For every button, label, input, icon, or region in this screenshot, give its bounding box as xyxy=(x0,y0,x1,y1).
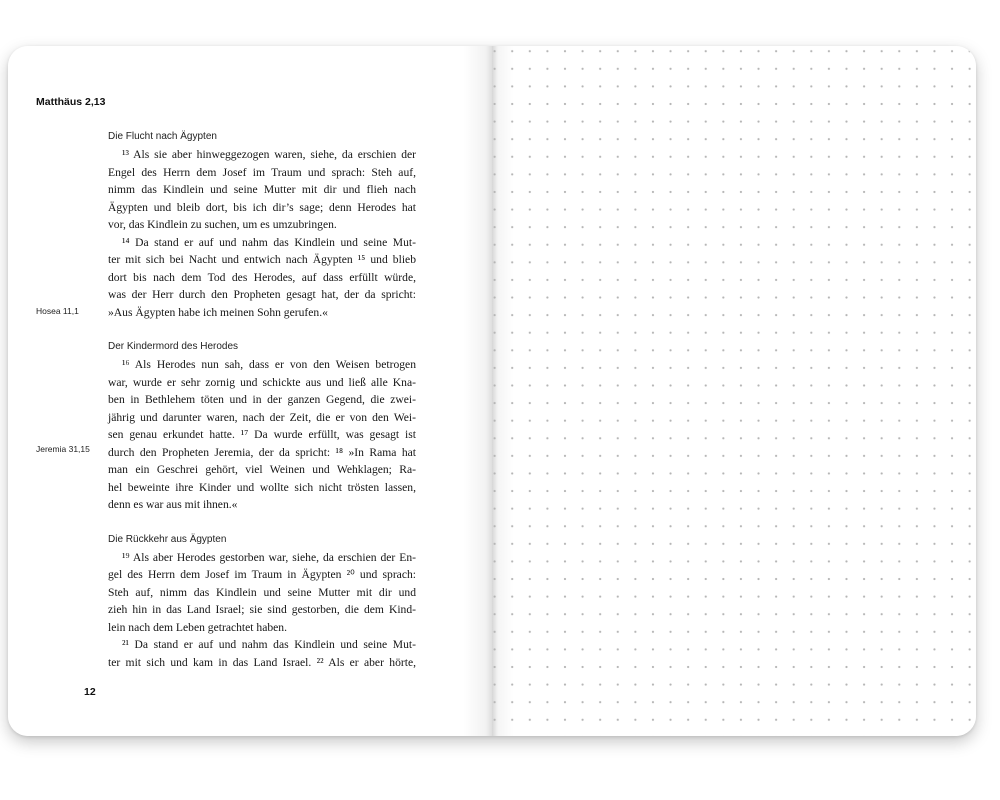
section-massacre-of-innocents xyxy=(108,339,416,514)
margin-note-hosea: Hosea 11,1 xyxy=(36,306,79,316)
section-heading: Der Kindermord des Herodes xyxy=(108,341,239,352)
section-heading: Die Flucht nach Ägypten xyxy=(108,131,217,142)
running-head: Matthäus 2,13 xyxy=(36,96,106,108)
text-line: dort bis nach dem Tod des Herodes, auf dass erfüllt würde, xyxy=(108,270,416,284)
text-line: ¹⁶ Als Herodes nun sah, dass er von den Weisen betrogen xyxy=(122,358,416,371)
text-line: Steh auf, nimm das Kindlein und seine Mutter mit dir und xyxy=(108,585,416,599)
section-heading: Die Rückkehr aus Ägypten xyxy=(108,533,227,545)
text-line: zieh hin in das Land Israel; sie sind gestorben, die dem Kind- xyxy=(108,603,416,616)
section-flight-to-egypt xyxy=(108,129,416,321)
text-line: nimm das Kindlein und seine Mutter mit dir und flieh nach xyxy=(108,183,416,196)
body-text xyxy=(108,129,416,689)
text-line: sen genau erkundet hatte. ¹⁷ Da wurde erfüllt, was gesagt ist xyxy=(108,428,416,441)
text-line: war, wurde er sehr zornig und schickte aus und ließ alle Kna- xyxy=(108,375,416,389)
text-line: vor, das Kindlein zu suchen, um es umzubringen. xyxy=(108,218,337,231)
text-line: was der Herr durch den Propheten gesagt hat, der da spricht: xyxy=(108,288,416,301)
text-line: ¹³ Als sie aber hinweggezogen waren, siehe, da erschien der xyxy=(122,148,416,161)
text-line: lein nach dem Leben getrachtet haben. xyxy=(108,620,287,634)
text-line: ²¹ Da stand er auf und nahm das Kindlein und seine Mut- xyxy=(122,638,416,651)
text-line: man ein Geschrei gehört, viel Weinen und Wehklagen; Ra- xyxy=(108,463,416,476)
open-book xyxy=(8,46,976,736)
text-line: jährig und darunter waren, nach der Zeit, die er von den Wei- xyxy=(108,410,416,424)
text-line: »Aus Ägypten habe ich meinen Sohn gerufen.« xyxy=(108,305,328,319)
text-line: ¹⁴ Da stand er auf und nahm das Kindlein und seine Mut- xyxy=(122,235,416,249)
text-line: hel beweinte ihre Kinder und wollte sich nicht trösten lassen, xyxy=(108,480,416,494)
text-line: Engel des Herrn dem Josef im Traum und sprach: Steh auf, xyxy=(108,165,416,179)
page-number: 12 xyxy=(84,686,96,698)
left-page xyxy=(8,46,492,736)
text-line: Ägypten und bleib dort, bis ich dir’s sage; denn Herodes hat xyxy=(108,200,416,214)
text-line: ter mit sich bei Nacht und entwich nach Ägypten ¹⁵ und blieb xyxy=(108,253,416,266)
margin-note-jeremia: Jeremia 31,15 xyxy=(36,444,90,454)
text-line: gel des Herrn dem Josef im Traum in Ägypten ²⁰ und sprach: xyxy=(108,568,416,581)
text-line: ter mit sich und kam in das Land Israel. ²² Als er aber hörte, xyxy=(108,655,416,669)
section-return-from-egypt xyxy=(108,532,416,672)
text-line: denn es war aus mit ihnen.« xyxy=(108,498,238,511)
dot-grid-page xyxy=(492,46,976,736)
text-line: durch den Propheten Jeremia, der da spricht: ¹⁸ »In Rama hat xyxy=(108,445,416,459)
text-line: ben in Bethlehem töten und in der ganzen Gegend, die zwei- xyxy=(108,393,416,406)
text-line: ¹⁹ Als aber Herodes gestorben war, siehe, da erschien der En- xyxy=(122,550,416,564)
